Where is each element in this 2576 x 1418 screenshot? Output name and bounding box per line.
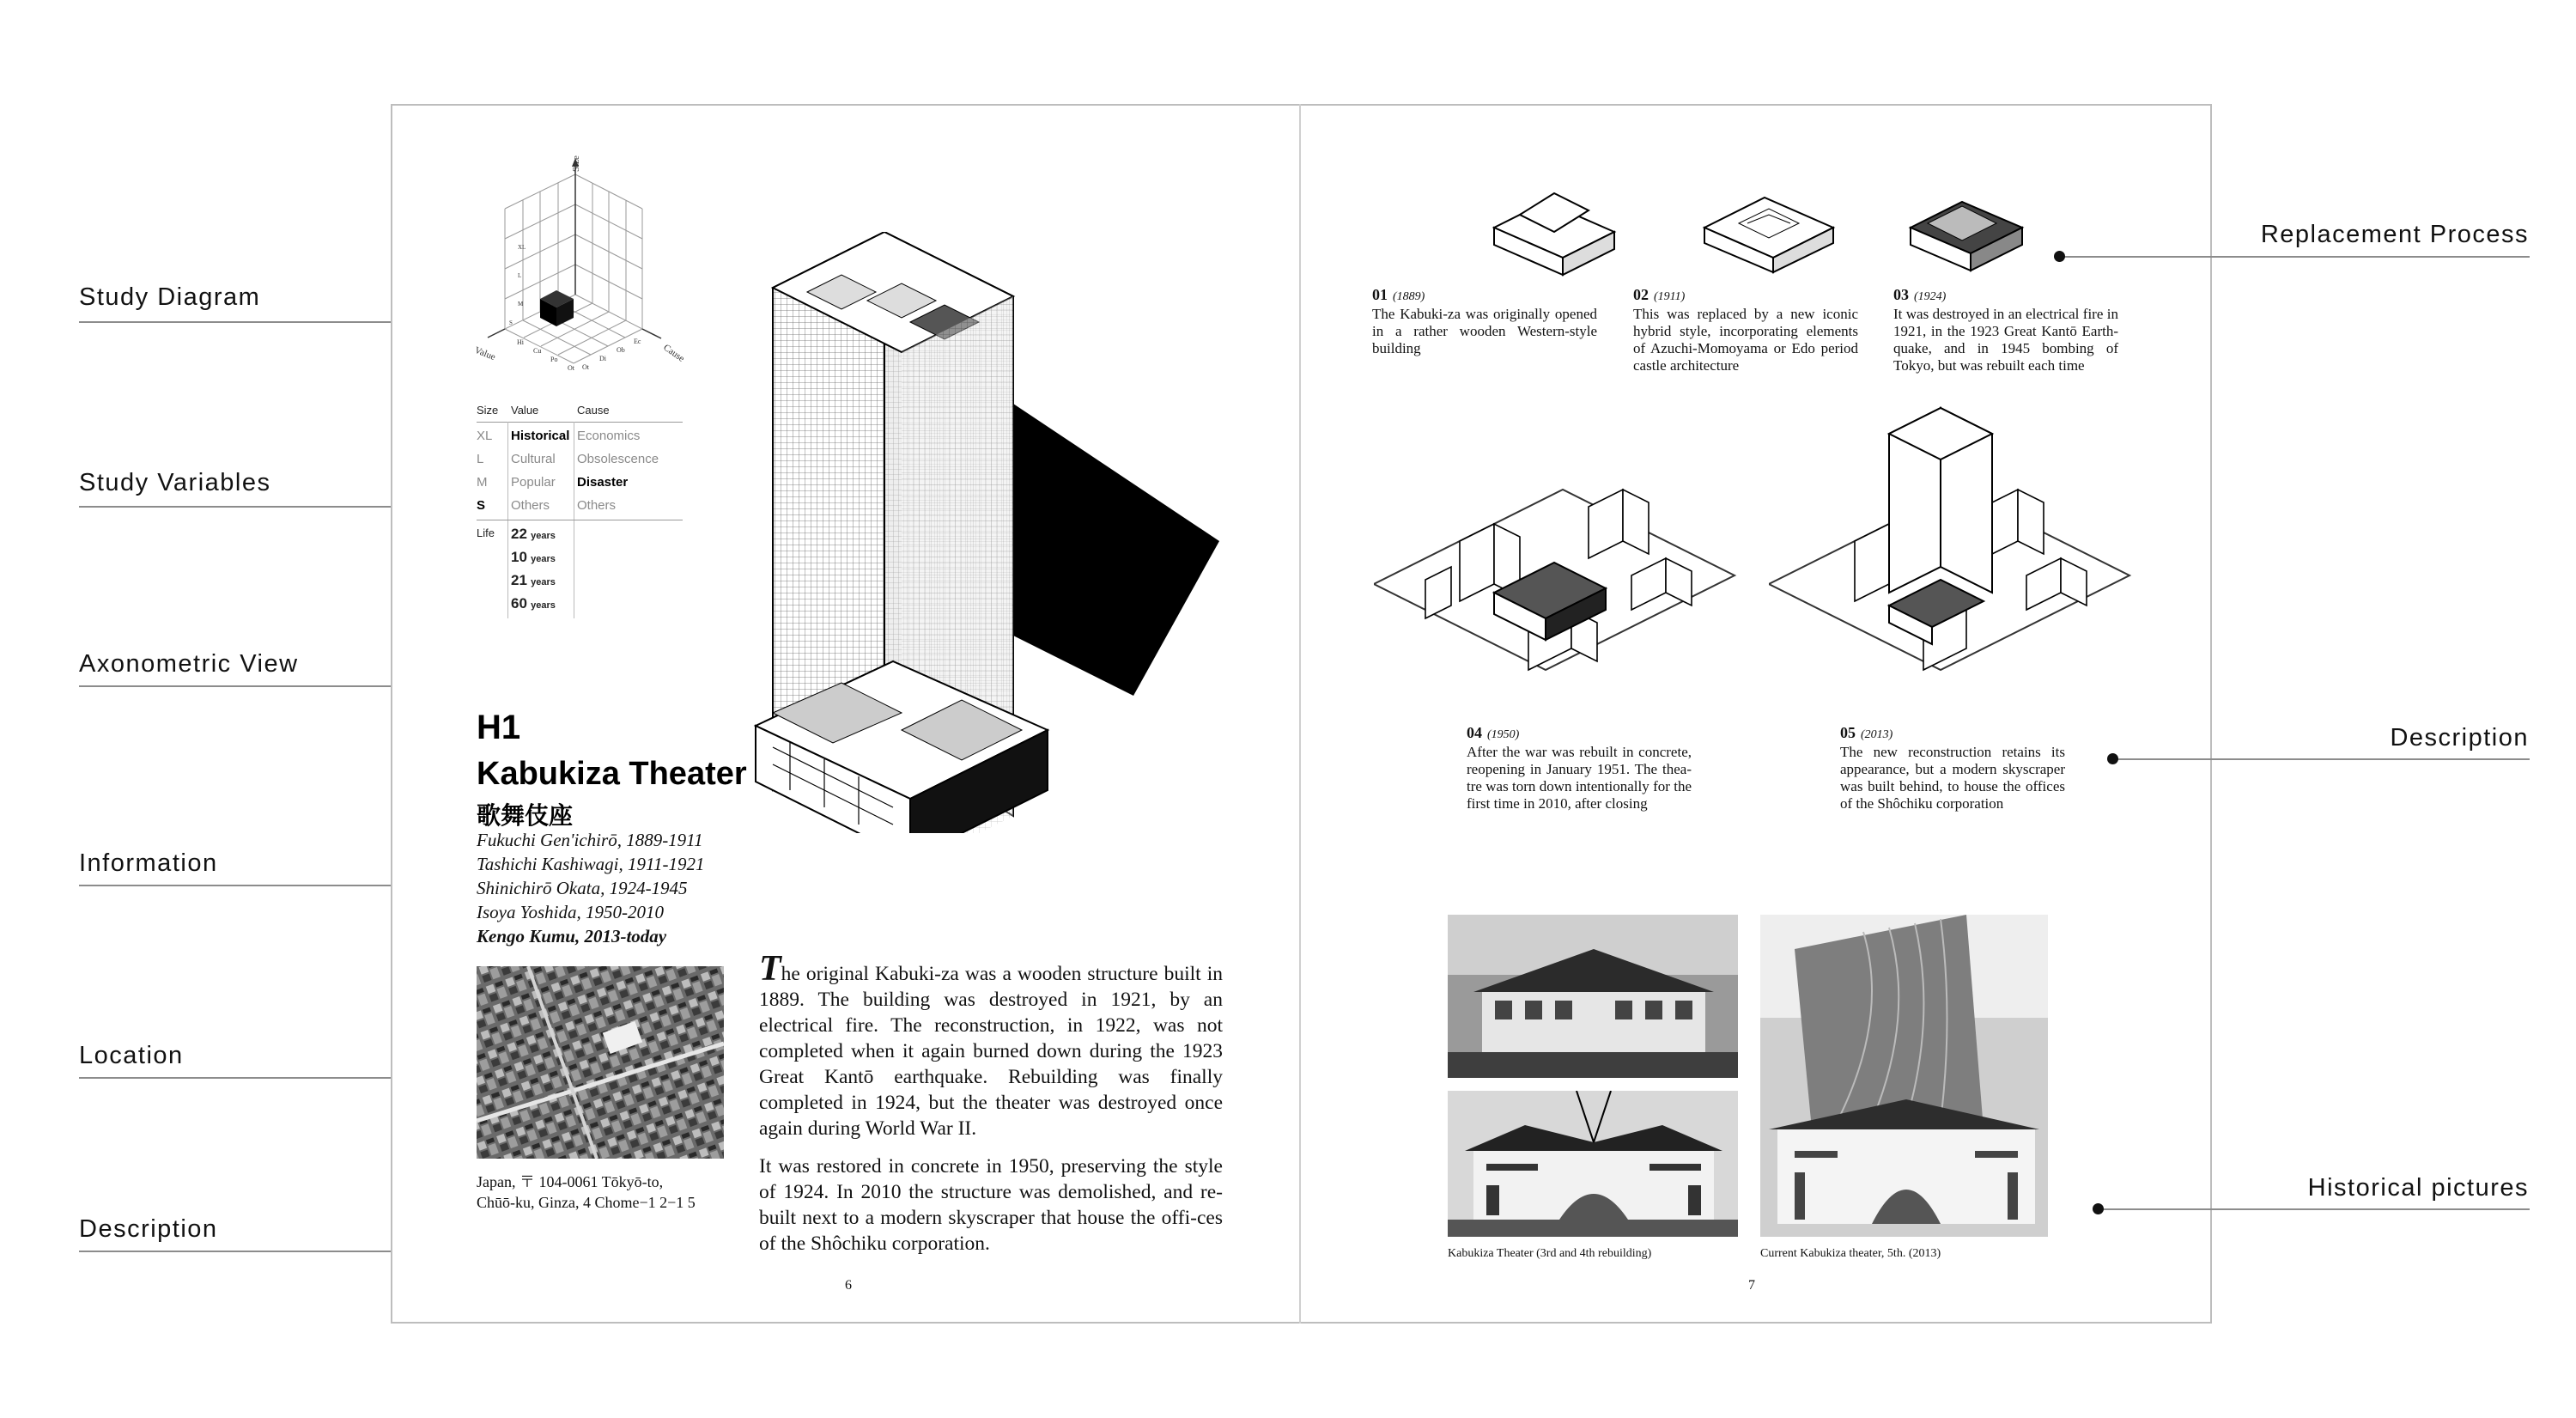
architect-line: Shinichirō Okata, 1924-1945: [477, 878, 688, 898]
address-line: Chūō-ku, Ginza, 4 Chome−1 2−1 5: [477, 1194, 696, 1211]
process-drawing-1950: [1374, 481, 1743, 704]
process-step-05: 05 (2013) The new reconstruction retains its appearance, but a modern skyscraper was built behind, to house the offices of the Shôchiku corporation: [1840, 724, 2065, 812]
cause-tick: Ec: [634, 338, 641, 345]
description-text: [759, 949, 1223, 1257]
life-row: 22 years: [511, 526, 556, 542]
axonometric-view: [738, 232, 1228, 833]
cause-economics: Economics: [577, 429, 641, 443]
cause-tick: Ob: [617, 346, 625, 354]
annotation-historical-pictures: Historical pictures: [2307, 1174, 2529, 1202]
value-tick: Cu: [533, 347, 542, 355]
description-paragraph-2: It was restored in concrete in 1950, preserving the style of 1924. In 2010 the structure was demolished, and re-built next to a modern skyscraper that house the offi-ces of the Shôchiku corporation.: [759, 1155, 1223, 1255]
header-size: Size: [477, 404, 499, 417]
cause-tick: Di: [599, 355, 606, 362]
header-cause: Cause: [577, 404, 610, 417]
building-code: H1: [477, 709, 521, 746]
cause-obsolescence: Obsolescence: [577, 452, 659, 466]
drop-cap: T: [759, 949, 781, 989]
architect-line: Isoya Yoshida, 1950-2010: [477, 902, 664, 922]
historical-photo-3: [1760, 915, 2048, 1237]
annotation-dot: [2093, 1203, 2104, 1214]
annotation-replacement-process: Replacement Process: [2260, 221, 2529, 248]
axis-label-cause: Cause: [661, 342, 687, 364]
cause-tick: Ot: [582, 363, 589, 371]
process-step-03: 03 (1924) It was destroyed in an electrical fire in 1921, in the 1923 Great Kantō Earth-quake, and in 1945 bombing of Tokyo, but was rebuilt each time: [1893, 286, 2118, 374]
process-step-01: 01 (1889) The Kabuki-za was originally opened in a rather wooden Western-style building: [1372, 286, 1597, 356]
size-tick: M: [518, 301, 524, 307]
page-fold: [1299, 104, 1301, 1324]
annotation-leader-line: [2112, 758, 2530, 760]
life-row: 10 years: [511, 549, 556, 565]
annotation-dot: [2107, 753, 2118, 764]
value-tick: Ot: [568, 364, 574, 372]
annotation-dot: [2054, 251, 2065, 262]
size-l: L: [477, 452, 484, 466]
annotation-information: Information: [79, 849, 218, 877]
cause-others: Others: [577, 498, 617, 513]
process-step-04: 04 (1950) After the war was rebuilt in concrete, reopening in January 1951. The thea-tre was torn down intentionally for the first time in 2010, after closing: [1467, 724, 1692, 812]
process-drawing-1911: [1696, 176, 1842, 279]
size-tick: XL: [518, 244, 526, 251]
value-others: Others: [511, 498, 550, 513]
address-line: Japan, 〒 104-0061 Tōkyō-to,: [477, 1173, 664, 1190]
process-drawing-2013: [1769, 391, 2138, 700]
value-popular: Popular: [511, 475, 556, 490]
location-map: [477, 966, 724, 1159]
size-s: S: [477, 498, 486, 513]
life-label: Life: [477, 526, 495, 539]
annotation-study-variables: Study Variables: [79, 469, 271, 496]
life-row: 21 years: [511, 572, 556, 588]
historical-photo-1: [1448, 915, 1738, 1078]
annotation-leader-line: [2098, 1208, 2530, 1210]
size-tick: L: [518, 272, 522, 279]
process-drawing-1924: [1902, 176, 2031, 279]
annotation-description-left: Description: [79, 1215, 218, 1243]
study-variables-table: [477, 404, 683, 618]
study-diagram: [471, 153, 711, 380]
architect-current: Kengo Kumu, 2013-today: [477, 926, 667, 946]
building-title-jp: 歌舞伎座: [477, 802, 574, 829]
location-address: [477, 1172, 696, 1213]
annotation-description-right: Description: [2390, 724, 2529, 752]
photo-caption-right: Current Kabukiza theater, 5th. (2013): [1760, 1247, 1941, 1260]
photo-caption-left: Kabukiza Theater (3rd and 4th rebuilding): [1448, 1247, 1652, 1260]
size-xl: XL: [477, 429, 493, 443]
annotation-leader-line: [2059, 256, 2530, 258]
size-tick: S: [509, 320, 513, 326]
life-row: 60 years: [511, 595, 556, 612]
value-tick: Hi: [517, 338, 524, 346]
size-m: M: [477, 475, 488, 490]
cause-disaster: Disaster: [577, 475, 629, 490]
value-tick: Po: [550, 356, 558, 363]
page-number-right: 7: [1748, 1278, 1755, 1293]
axis-label-value: Value: [472, 344, 497, 363]
historical-photo-2: [1448, 1091, 1738, 1237]
header-value: Value: [511, 404, 539, 417]
value-cultural: Cultural: [511, 452, 556, 466]
value-historical: Historical: [511, 429, 570, 443]
architects-list: [477, 828, 734, 948]
architect-line: Fukuchi Gen'ichirō, 1889-1911: [477, 830, 703, 850]
description-paragraph-1: The original Kabuki-za was a wooden structure built in 1889. The building was destroyed in 1921, by an electrical fire. The reconstruction, in 1922, was not completed when it again burned down during the 1923 Great Kantō earthquake. Rebuilding was finally completed in 1924, but the theater was destroyed once again during World War II.: [759, 949, 1223, 1140]
process-drawing-1889: [1485, 176, 1623, 279]
axis-label-size: Size: [571, 155, 581, 172]
annotation-location: Location: [79, 1042, 184, 1069]
annotation-axonometric-view: Axonometric View: [79, 650, 299, 678]
page-number-left: 6: [845, 1278, 852, 1293]
architect-line: Tashichi Kashiwagi, 1911-1921: [477, 854, 705, 874]
process-step-02: 02 (1911) This was replaced by a new iconic hybrid style, incorporating elements of Azuchi-Momoyama or Edo period castle architecture: [1633, 286, 1858, 374]
annotation-study-diagram: Study Diagram: [79, 283, 261, 311]
building-title: Kabukiza Theater: [477, 756, 747, 792]
